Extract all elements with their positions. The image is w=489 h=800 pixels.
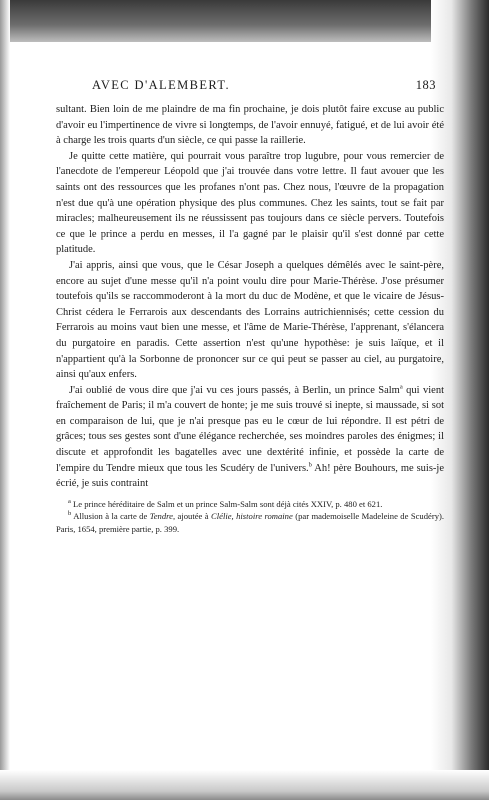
paragraph-4-text-b: qui vient fraîchement de Paris; il m'a couvert de honte; je me suis trouvé si inepte, si maussade, si sot en comparaison de lui, que je n'ai presque pas eu le cœur de lui répondre. Il est pétri de grâces; tous ses gestes sont d'une élégance recherchée, ses moindres paroles des énigmes; il discute et approfondit les bagatelles avec une dextérité infinie, et possède la carte de l'empire du Tendre mieux que tous les Scudéry de l'univers.: [56, 384, 444, 474]
footnote-a: [56, 498, 444, 511]
footnote-b-italic-tendre: Tendre: [149, 511, 173, 522]
footnote-b-text-c: (par mademoiselle Madeleine de Scudéry). Paris, 1654, première partie, p. 399.: [56, 511, 445, 535]
footnote-a-text: Le prince héréditaire de Salm et un prince Salm-Salm sont déjà cités XXIV, p. 480 et 621.: [70, 498, 383, 509]
footnote-mark-a: a: [68, 497, 71, 505]
paragraph-4: [56, 383, 444, 492]
scan-shadow-left: [0, 0, 10, 800]
footnote-b: [56, 510, 444, 535]
footnote-ref-a: a: [399, 383, 403, 391]
running-title: AVEC D'ALEMBERT.: [92, 78, 231, 92]
paragraph-4-text-c: Ah! père Bouhours, me suis-je écrié, je suis contraint: [56, 462, 444, 490]
paragraph-2: Je quitte cette matière, qui pourrait vous paraître trop lugubre, pour vous remercier de l'anecdote de l'empereur Léopold que j'ai trouvée dans votre lettre. Il faut avouer que les saints ont des ressources que les profanes n'ont pas. Chez nous, l'œuvre de la propagation n'est due qu'à une opération physique des plus communes. Chez les saints, tout se fait par miracles; malheureusement ils ne réussissent pas toujours dans ce siècle pervers. Toutefois ce que le prince a perdu en messes, il l'a gagné par le plaisir qu'il s'est donné par cette platitude.: [56, 150, 444, 256]
scan-shadow-top: [0, 0, 489, 42]
footnote-mark-b: b: [68, 510, 72, 518]
book-page: [56, 78, 444, 536]
body-text: [56, 102, 444, 492]
running-head: [56, 78, 444, 98]
paragraph-3: J'ai appris, ainsi que vous, que le César Joseph a quelques démêlés avec le saint-père, encore au sujet d'une messe qu'il n'a point voulu dire pour Marie-Thérèse. J'ose présumer toutefois qu'ils se raccommoderont à la mort du duc de Modène, et que le vicaire de Jésus-Christ cédera le Ferrarois aux descendants des Lorrains autrichiennisés; cette cession du Ferrarois au moins vaut bien une messe, et l'âme de Marie-Thérèse, l'apprenant, s'élancera du purgatoire en paradis. Cette assertion n'est qu'une hypothèse: je suis laïque, et il n'appartient qu'à la Sorbonne de prononcer sur ce qui peut se passer au ciel, au purgatoire, ainsi qu'aux enfers.: [56, 259, 444, 381]
footnote-b-text-a: Allusion à la carte de: [71, 511, 150, 522]
footnotes: [56, 498, 444, 536]
footnote-b-italic-clelie: Clélie, histoire romaine: [211, 511, 293, 522]
footnote-ref-b: b: [308, 461, 312, 469]
page-number: 183: [415, 78, 436, 92]
paragraph-1: sultant. Bien loin de me plaindre de ma fin prochaine, je dois plutôt faire excuse au public d'avoir eu l'impertinence de vivre si longtemps, de l'avoir ennuyé, fatigué, et de lui avoir été à charge les trois quarts d'un siècle, ce qui passe la raillerie.: [56, 104, 444, 147]
footnote-b-text-b: , ajoutée à: [172, 511, 212, 522]
paragraph-4-text-a: J'ai oublié de vous dire que j'ai vu ces jours passés, à Berlin, un prince Salm: [69, 384, 400, 396]
scan-shadow-bottom: [0, 770, 489, 800]
